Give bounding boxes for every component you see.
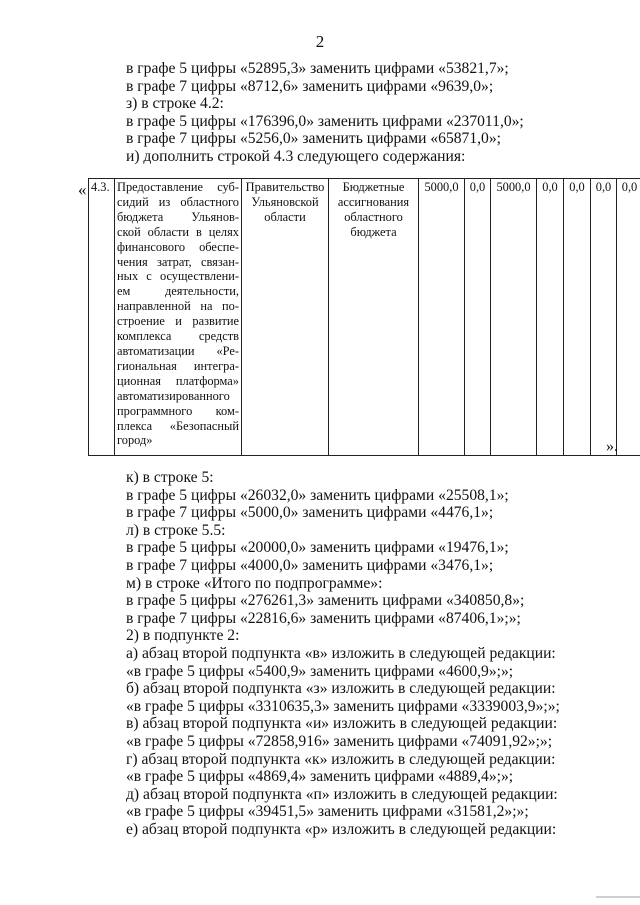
text-line: «в графе 5 цифры «4869,4» заменить цифрами «4889,4»;»; <box>126 768 514 786</box>
text-line: «в графе 5 цифры «3310635,3» заменить цифрами «3339003,9»;»; <box>126 697 560 715</box>
table-close-quote: ». <box>606 438 618 455</box>
row-source-cell: Бюджетные ассигнования областного бюджета <box>329 179 419 456</box>
text-line: в графе 7 цифры «5000,0» заменить цифрами «4476,1»; <box>126 504 494 522</box>
text-line: к) в строке 5: <box>126 469 214 486</box>
table-open-quote: « <box>78 180 87 199</box>
description-line: чения затрат, связан- <box>117 254 239 269</box>
value-cell-3: 5000,0 <box>491 179 537 456</box>
text-line: в графе 7 цифры «4000,0» заменить цифрами «3476,1»; <box>126 556 494 574</box>
description-line: Предоставление суб- <box>117 180 239 194</box>
text-line: в графе 5 цифры «176396,0» заменить цифрами «237011,0»; <box>126 112 524 130</box>
description-line: автоматизации «Ре- <box>117 343 239 358</box>
text-line: в графе 7 цифры «22816,6» заменить цифрами «87406,1»;»; <box>126 609 521 627</box>
value-cell-2: 0,0 <box>465 179 491 456</box>
description-line: строение и развитие <box>117 314 239 329</box>
bottom-paragraphs <box>126 469 560 838</box>
text-line: з) в строке 4.2: <box>126 95 224 113</box>
description-line: ционная платформа» <box>117 373 239 388</box>
value-cell-6: 0,0 <box>591 179 617 456</box>
text-line: «в графе 5 цифры «39451,5» заменить цифрами «31581,2»;»; <box>126 803 529 821</box>
text-line: «в графе 5 цифры «5400,9» заменить цифрами «4600,9»;»; <box>126 662 514 680</box>
description-line: плекса «Безопасный <box>117 418 239 433</box>
description-line: гиональная интегра- <box>117 358 239 373</box>
description-line: финансового обеспе- <box>117 239 239 254</box>
text-line: м) в строке «Итого по подпрограмме»: <box>126 574 383 592</box>
description-line: бюджета Ульянов- <box>117 209 239 224</box>
row-description-cell <box>115 179 242 456</box>
page-number: 2 <box>315 32 325 51</box>
text-line: в графе 5 цифры «276261,3» заменить цифрами «340850,8»; <box>126 592 525 610</box>
text-line: д) абзац второй подпункта «п» изложить в следующей редакции: <box>126 785 558 803</box>
text-line: 2) в подпункте 2: <box>126 627 240 645</box>
text-line: е) абзац второй подпункта «р» изложить в следующей редакции: <box>126 820 557 838</box>
value-cell-7: 0,0 <box>617 179 640 456</box>
text-line: б) абзац второй подпункта «з» изложить в следующей редакции: <box>126 680 556 698</box>
text-line: и) дополнить строкой 4.3 следующего содержания: <box>126 147 466 165</box>
description-line: программного ком- <box>117 403 239 418</box>
text-line: в графе 5 цифры «52895,3» заменить цифрами «53821,7»; <box>126 60 509 77</box>
row-description-text <box>117 180 239 448</box>
corner-mark <box>596 896 640 898</box>
text-line: в графе 7 цифры «8712,6» заменить цифрами «9639,0»; <box>126 77 494 95</box>
description-line: комплекса средств <box>117 329 239 344</box>
table-row-4-3 <box>89 179 640 456</box>
description-line: ской области в целях <box>117 224 239 239</box>
top-paragraphs <box>126 60 524 166</box>
text-line: л) в строке 5.5: <box>126 521 226 539</box>
description-line: город» <box>117 433 153 448</box>
value-cell-5: 0,0 <box>564 179 591 456</box>
value-cell-1: 5000,0 <box>419 179 465 456</box>
description-line: направленной на по- <box>117 299 239 314</box>
value-cell-4: 0,0 <box>537 179 564 456</box>
text-line: а) абзац второй подпункта «в» изложить в следующей редакции: <box>126 644 556 662</box>
text-line: в) абзац второй подпункта «и» изложить в следующей редакции: <box>126 715 558 733</box>
amendment-table <box>88 178 640 456</box>
description-line: ем деятельности, <box>117 284 239 299</box>
row-executor-cell: Правительство Ульяновской области <box>242 179 329 456</box>
text-line: «в графе 5 цифры «72858,916» заменить цифрами «74091,92»;»; <box>126 732 553 750</box>
row-number-cell: 4.3. <box>89 179 115 456</box>
text-line: в графе 7 цифры «5256,0» заменить цифрами «65871,0»; <box>126 130 501 148</box>
text-line: в графе 5 цифры «20000,0» заменить цифрами «19476,1»; <box>126 539 509 557</box>
text-line: г) абзац второй подпункта «к» изложить в следующей редакции: <box>126 750 556 768</box>
text-line: в графе 5 цифры «26032,0» заменить цифрами «25508,1»; <box>126 486 509 504</box>
description-line: автоматизированного <box>117 388 230 403</box>
description-line: ных с осуществлени- <box>117 269 239 284</box>
description-line: сидий из областного <box>117 194 239 209</box>
